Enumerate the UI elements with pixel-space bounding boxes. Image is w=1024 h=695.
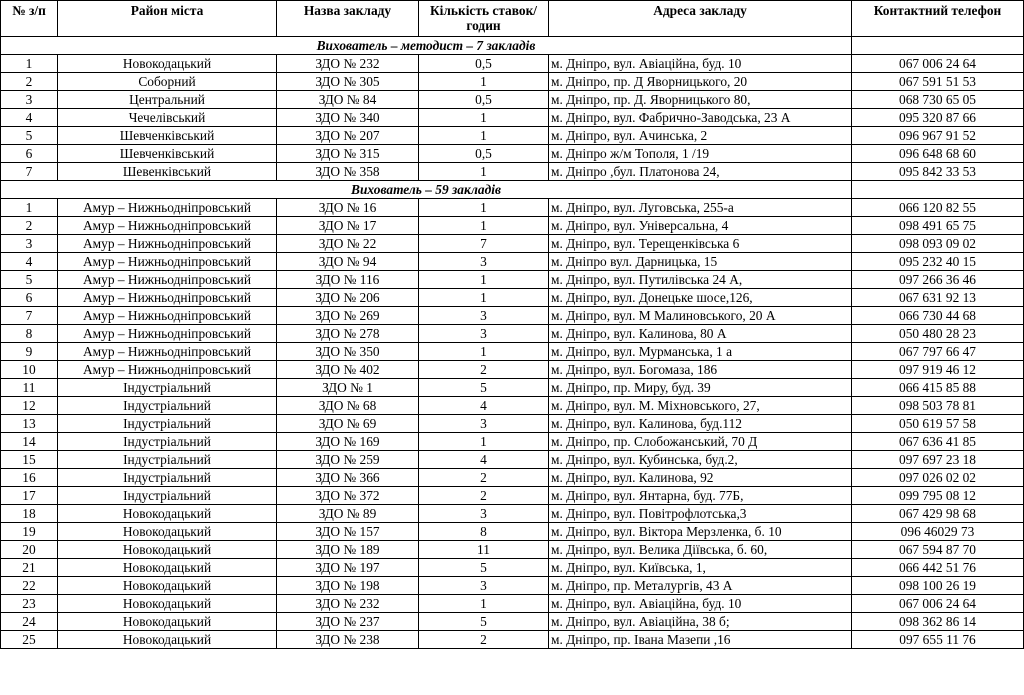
- cell-phone: 095 842 33 53: [852, 163, 1024, 181]
- cell-district: Шевенківський: [58, 163, 277, 181]
- table-row: [1, 559, 1024, 577]
- cell-address: м. Дніпро, вул. Луговська, 255-а: [549, 199, 852, 217]
- cell-district: Амур – Нижньодніпровський: [58, 361, 277, 379]
- cell-phone: 097 266 36 46: [852, 271, 1024, 289]
- cell-phone: 066 730 44 68: [852, 307, 1024, 325]
- table-row: [1, 163, 1024, 181]
- table-row: [1, 253, 1024, 271]
- cell-name: ЗДО № 84: [277, 91, 419, 109]
- cell-name: ЗДО № 16: [277, 199, 419, 217]
- cell-num: 22: [1, 577, 58, 595]
- cell-address: м. Дніпро, пр. Миру, буд. 39: [549, 379, 852, 397]
- cell-num: 6: [1, 289, 58, 307]
- cell-district: Індустріальний: [58, 451, 277, 469]
- cell-rates: 0,5: [419, 145, 549, 163]
- cell-phone: 096 46029 73: [852, 523, 1024, 541]
- cell-district: Індустріальний: [58, 379, 277, 397]
- cell-num: 1: [1, 55, 58, 73]
- cell-phone: 095 320 87 66: [852, 109, 1024, 127]
- cell-district: Амур – Нижньодніпровський: [58, 271, 277, 289]
- cell-rates: 8: [419, 523, 549, 541]
- cell-district: Індустріальний: [58, 415, 277, 433]
- cell-name: ЗДО № 157: [277, 523, 419, 541]
- cell-rates: 1: [419, 217, 549, 235]
- cell-num: 1: [1, 199, 58, 217]
- cell-num: 5: [1, 271, 58, 289]
- cell-phone: 068 730 65 05: [852, 91, 1024, 109]
- cell-phone: 096 648 68 60: [852, 145, 1024, 163]
- table-row: [1, 613, 1024, 631]
- cell-district: Соборний: [58, 73, 277, 91]
- cell-address: м. Дніпро, вул. Богомаза, 186: [549, 361, 852, 379]
- cell-name: ЗДО № 68: [277, 397, 419, 415]
- cell-name: ЗДО № 402: [277, 361, 419, 379]
- header-name: Назва закладу: [277, 1, 419, 37]
- cell-address: м. Дніпро, вул. Авіаційна, буд. 10: [549, 595, 852, 613]
- cell-num: 10: [1, 361, 58, 379]
- cell-address: м. Дніпро, вул. Велика Діївська, б. 60,: [549, 541, 852, 559]
- cell-district: Новокодацький: [58, 595, 277, 613]
- section-empty-cell: [852, 181, 1024, 199]
- cell-address: м. Дніпро, вул. Донецьке шосе,126,: [549, 289, 852, 307]
- cell-num: 18: [1, 505, 58, 523]
- cell-district: Новокодацький: [58, 631, 277, 649]
- cell-address: м. Дніпро, вул. Київська, 1,: [549, 559, 852, 577]
- section-title: Вихователь – методист – 7 закладів: [1, 37, 852, 55]
- cell-name: ЗДО № 366: [277, 469, 419, 487]
- table-row: [1, 343, 1024, 361]
- cell-address: м. Дніпро ,бул. Платонова 24,: [549, 163, 852, 181]
- table-body: [1, 37, 1024, 649]
- cell-phone: 067 631 92 13: [852, 289, 1024, 307]
- cell-rates: 3: [419, 307, 549, 325]
- cell-rates: 1: [419, 271, 549, 289]
- cell-phone: 067 591 51 53: [852, 73, 1024, 91]
- cell-name: ЗДО № 232: [277, 55, 419, 73]
- cell-address: м. Дніпро, вул. Путилівська 24 А,: [549, 271, 852, 289]
- cell-num: 2: [1, 73, 58, 91]
- table-row: [1, 487, 1024, 505]
- cell-district: Індустріальний: [58, 469, 277, 487]
- cell-district: Амур – Нижньодніпровський: [58, 307, 277, 325]
- cell-num: 5: [1, 127, 58, 145]
- cell-district: Новокодацький: [58, 541, 277, 559]
- cell-address: м. Дніпро, пр. Д. Яворницького 80,: [549, 91, 852, 109]
- cell-name: ЗДО № 278: [277, 325, 419, 343]
- table-row: [1, 433, 1024, 451]
- cell-district: Амур – Нижньодніпровський: [58, 217, 277, 235]
- cell-address: м. Дніпро, вул. Авіаційна, буд. 10: [549, 55, 852, 73]
- cell-name: ЗДО № 358: [277, 163, 419, 181]
- cell-name: ЗДО № 372: [277, 487, 419, 505]
- cell-district: Шевченківський: [58, 145, 277, 163]
- cell-name: ЗДО № 238: [277, 631, 419, 649]
- cell-phone: 098 100 26 19: [852, 577, 1024, 595]
- section-empty-cell: [852, 37, 1024, 55]
- cell-rates: 4: [419, 397, 549, 415]
- cell-name: ЗДО № 305: [277, 73, 419, 91]
- cell-address: м. Дніпро вул. Дарницька, 15: [549, 253, 852, 271]
- cell-num: 19: [1, 523, 58, 541]
- cell-num: 20: [1, 541, 58, 559]
- cell-rates: 4: [419, 451, 549, 469]
- cell-num: 4: [1, 253, 58, 271]
- header-phone: Контактний телефон: [852, 1, 1024, 37]
- cell-name: ЗДО № 94: [277, 253, 419, 271]
- cell-address: м. Дніпро, вул. Фабрично-Заводська, 23 А: [549, 109, 852, 127]
- cell-address: м. Дніпро, вул. Повітрофлотська,3: [549, 505, 852, 523]
- cell-address: м. Дніпро, вул. Калинова, буд.112: [549, 415, 852, 433]
- cell-name: ЗДО № 1: [277, 379, 419, 397]
- cell-phone: 067 594 87 70: [852, 541, 1024, 559]
- cell-rates: 2: [419, 487, 549, 505]
- cell-rates: 1: [419, 73, 549, 91]
- table-row: [1, 307, 1024, 325]
- cell-name: ЗДО № 340: [277, 109, 419, 127]
- header-num: № з/п: [1, 1, 58, 37]
- cell-phone: 097 655 11 76: [852, 631, 1024, 649]
- table-row: [1, 145, 1024, 163]
- cell-address: м. Дніпро, пр. Слобожанський, 70 Д: [549, 433, 852, 451]
- cell-district: Амур – Нижньодніпровський: [58, 289, 277, 307]
- cell-num: 6: [1, 145, 58, 163]
- section-row: [1, 181, 1024, 199]
- cell-address: м. Дніпро, пр. Металургів, 43 А: [549, 577, 852, 595]
- cell-address: м. Дніпро, вул. М. Міхновського, 27,: [549, 397, 852, 415]
- cell-rates: 1: [419, 199, 549, 217]
- table-row: [1, 73, 1024, 91]
- cell-num: 9: [1, 343, 58, 361]
- cell-rates: 5: [419, 559, 549, 577]
- cell-num: 24: [1, 613, 58, 631]
- cell-rates: 0,5: [419, 91, 549, 109]
- cell-name: ЗДО № 269: [277, 307, 419, 325]
- cell-num: 13: [1, 415, 58, 433]
- cell-phone: 050 619 57 58: [852, 415, 1024, 433]
- cell-phone: 067 636 41 85: [852, 433, 1024, 451]
- cell-phone: 066 415 85 88: [852, 379, 1024, 397]
- cell-name: ЗДО № 259: [277, 451, 419, 469]
- cell-rates: 1: [419, 109, 549, 127]
- cell-num: 7: [1, 163, 58, 181]
- cell-name: ЗДО № 189: [277, 541, 419, 559]
- cell-address: м. Дніпро, вул. Янтарна, буд. 77Б,: [549, 487, 852, 505]
- cell-name: ЗДО № 315: [277, 145, 419, 163]
- table-row: [1, 577, 1024, 595]
- cell-name: ЗДО № 197: [277, 559, 419, 577]
- cell-phone: 097 026 02 02: [852, 469, 1024, 487]
- cell-phone: 098 491 65 75: [852, 217, 1024, 235]
- cell-rates: 3: [419, 253, 549, 271]
- cell-name: ЗДО № 232: [277, 595, 419, 613]
- cell-rates: 3: [419, 325, 549, 343]
- cell-num: 12: [1, 397, 58, 415]
- cell-num: 4: [1, 109, 58, 127]
- section-title: Вихователь – 59 закладів: [1, 181, 852, 199]
- cell-district: Новокодацький: [58, 559, 277, 577]
- cell-district: Новокодацький: [58, 577, 277, 595]
- cell-phone: 097 919 46 12: [852, 361, 1024, 379]
- cell-address: м. Дніпро, вул. Віктора Мерзленка, б. 10: [549, 523, 852, 541]
- table-row: [1, 379, 1024, 397]
- table-row: [1, 289, 1024, 307]
- section-row: [1, 37, 1024, 55]
- cell-district: Шевченківський: [58, 127, 277, 145]
- cell-phone: 098 503 78 81: [852, 397, 1024, 415]
- cell-district: Новокодацький: [58, 523, 277, 541]
- table-row: [1, 451, 1024, 469]
- cell-num: 11: [1, 379, 58, 397]
- cell-rates: 1: [419, 289, 549, 307]
- cell-phone: 096 967 91 52: [852, 127, 1024, 145]
- cell-rates: 2: [419, 469, 549, 487]
- cell-phone: 066 442 51 76: [852, 559, 1024, 577]
- cell-address: м. Дніпро, вул. Авіаційна, 38 б;: [549, 613, 852, 631]
- cell-district: Амур – Нижньодніпровський: [58, 235, 277, 253]
- cell-address: м. Дніпро, вул. Ачинська, 2: [549, 127, 852, 145]
- cell-name: ЗДО № 237: [277, 613, 419, 631]
- cell-phone: 067 006 24 64: [852, 55, 1024, 73]
- table-row: [1, 217, 1024, 235]
- cell-phone: 066 120 82 55: [852, 199, 1024, 217]
- cell-address: м. Дніпро ж/м Тополя, 1 /19: [549, 145, 852, 163]
- table-row: [1, 199, 1024, 217]
- cell-name: ЗДО № 207: [277, 127, 419, 145]
- cell-name: ЗДО № 169: [277, 433, 419, 451]
- table-row: [1, 235, 1024, 253]
- cell-rates: 3: [419, 577, 549, 595]
- table-row: [1, 271, 1024, 289]
- cell-name: ЗДО № 17: [277, 217, 419, 235]
- cell-rates: 1: [419, 595, 549, 613]
- cell-district: Індустріальний: [58, 433, 277, 451]
- cell-address: м. Дніпро, вул. Універсальна, 4: [549, 217, 852, 235]
- cell-address: м. Дніпро, вул. Калинова, 80 А: [549, 325, 852, 343]
- cell-rates: 2: [419, 631, 549, 649]
- cell-district: Індустріальний: [58, 487, 277, 505]
- table-header-row: [1, 1, 1024, 37]
- cell-address: м. Дніпро, вул. Мурманська, 1 а: [549, 343, 852, 361]
- cell-num: 15: [1, 451, 58, 469]
- cell-num: 14: [1, 433, 58, 451]
- cell-rates: 3: [419, 505, 549, 523]
- table-row: [1, 55, 1024, 73]
- cell-num: 25: [1, 631, 58, 649]
- table-row: [1, 541, 1024, 559]
- cell-name: ЗДО № 89: [277, 505, 419, 523]
- cell-district: Амур – Нижньодніпровський: [58, 343, 277, 361]
- cell-rates: 1: [419, 163, 549, 181]
- table-row: [1, 325, 1024, 343]
- cell-district: Амур – Нижньодніпровський: [58, 253, 277, 271]
- cell-num: 7: [1, 307, 58, 325]
- cell-name: ЗДО № 69: [277, 415, 419, 433]
- cell-phone: 097 697 23 18: [852, 451, 1024, 469]
- cell-phone: 095 232 40 15: [852, 253, 1024, 271]
- cell-phone: 067 429 98 68: [852, 505, 1024, 523]
- cell-rates: 1: [419, 343, 549, 361]
- cell-address: м. Дніпро, вул. Терещенківська 6: [549, 235, 852, 253]
- table-row: [1, 397, 1024, 415]
- table-row: [1, 127, 1024, 145]
- cell-district: Центральний: [58, 91, 277, 109]
- table-row: [1, 523, 1024, 541]
- cell-district: Новокодацький: [58, 613, 277, 631]
- cell-num: 23: [1, 595, 58, 613]
- header-district: Район міста: [58, 1, 277, 37]
- cell-rates: 1: [419, 433, 549, 451]
- cell-address: м. Дніпро, вул. Кубинська, буд.2,: [549, 451, 852, 469]
- cell-name: ЗДО № 116: [277, 271, 419, 289]
- table-row: [1, 631, 1024, 649]
- cell-num: 16: [1, 469, 58, 487]
- header-rates: Кількість ставок/годин: [419, 1, 549, 37]
- cell-district: Чечелівський: [58, 109, 277, 127]
- cell-phone: 050 480 28 23: [852, 325, 1024, 343]
- cell-rates: 5: [419, 379, 549, 397]
- table-row: [1, 469, 1024, 487]
- table-row: [1, 109, 1024, 127]
- cell-address: м. Дніпро, вул. Калинова, 92: [549, 469, 852, 487]
- table-row: [1, 361, 1024, 379]
- cell-address: м. Дніпро, пр. Д Яворницького, 20: [549, 73, 852, 91]
- cell-num: 3: [1, 235, 58, 253]
- cell-num: 21: [1, 559, 58, 577]
- cell-rates: 3: [419, 415, 549, 433]
- cell-district: Амур – Нижньодніпровський: [58, 325, 277, 343]
- cell-district: Новокодацький: [58, 505, 277, 523]
- cell-name: ЗДО № 350: [277, 343, 419, 361]
- cell-num: 2: [1, 217, 58, 235]
- cell-phone: 098 093 09 02: [852, 235, 1024, 253]
- cell-name: ЗДО № 206: [277, 289, 419, 307]
- cell-rates: 0,5: [419, 55, 549, 73]
- cell-name: ЗДО № 22: [277, 235, 419, 253]
- cell-rates: 1: [419, 127, 549, 145]
- cell-phone: 099 795 08 12: [852, 487, 1024, 505]
- cell-name: ЗДО № 198: [277, 577, 419, 595]
- cell-rates: 5: [419, 613, 549, 631]
- cell-district: Індустріальний: [58, 397, 277, 415]
- cell-num: 8: [1, 325, 58, 343]
- header-address: Адреса закладу: [549, 1, 852, 37]
- cell-num: 17: [1, 487, 58, 505]
- cell-num: 3: [1, 91, 58, 109]
- cell-district: Новокодацький: [58, 55, 277, 73]
- cell-address: м. Дніпро, пр. Івана Мазепи ,16: [549, 631, 852, 649]
- table-row: [1, 595, 1024, 613]
- cell-rates: 2: [419, 361, 549, 379]
- cell-phone: 098 362 86 14: [852, 613, 1024, 631]
- cell-rates: 11: [419, 541, 549, 559]
- table-row: [1, 91, 1024, 109]
- cell-phone: 067 797 66 47: [852, 343, 1024, 361]
- cell-rates: 7: [419, 235, 549, 253]
- table-row: [1, 415, 1024, 433]
- cell-phone: 067 006 24 64: [852, 595, 1024, 613]
- cell-district: Амур – Нижньодніпровський: [58, 199, 277, 217]
- table-row: [1, 505, 1024, 523]
- cell-address: м. Дніпро, вул. М Малиновського, 20 А: [549, 307, 852, 325]
